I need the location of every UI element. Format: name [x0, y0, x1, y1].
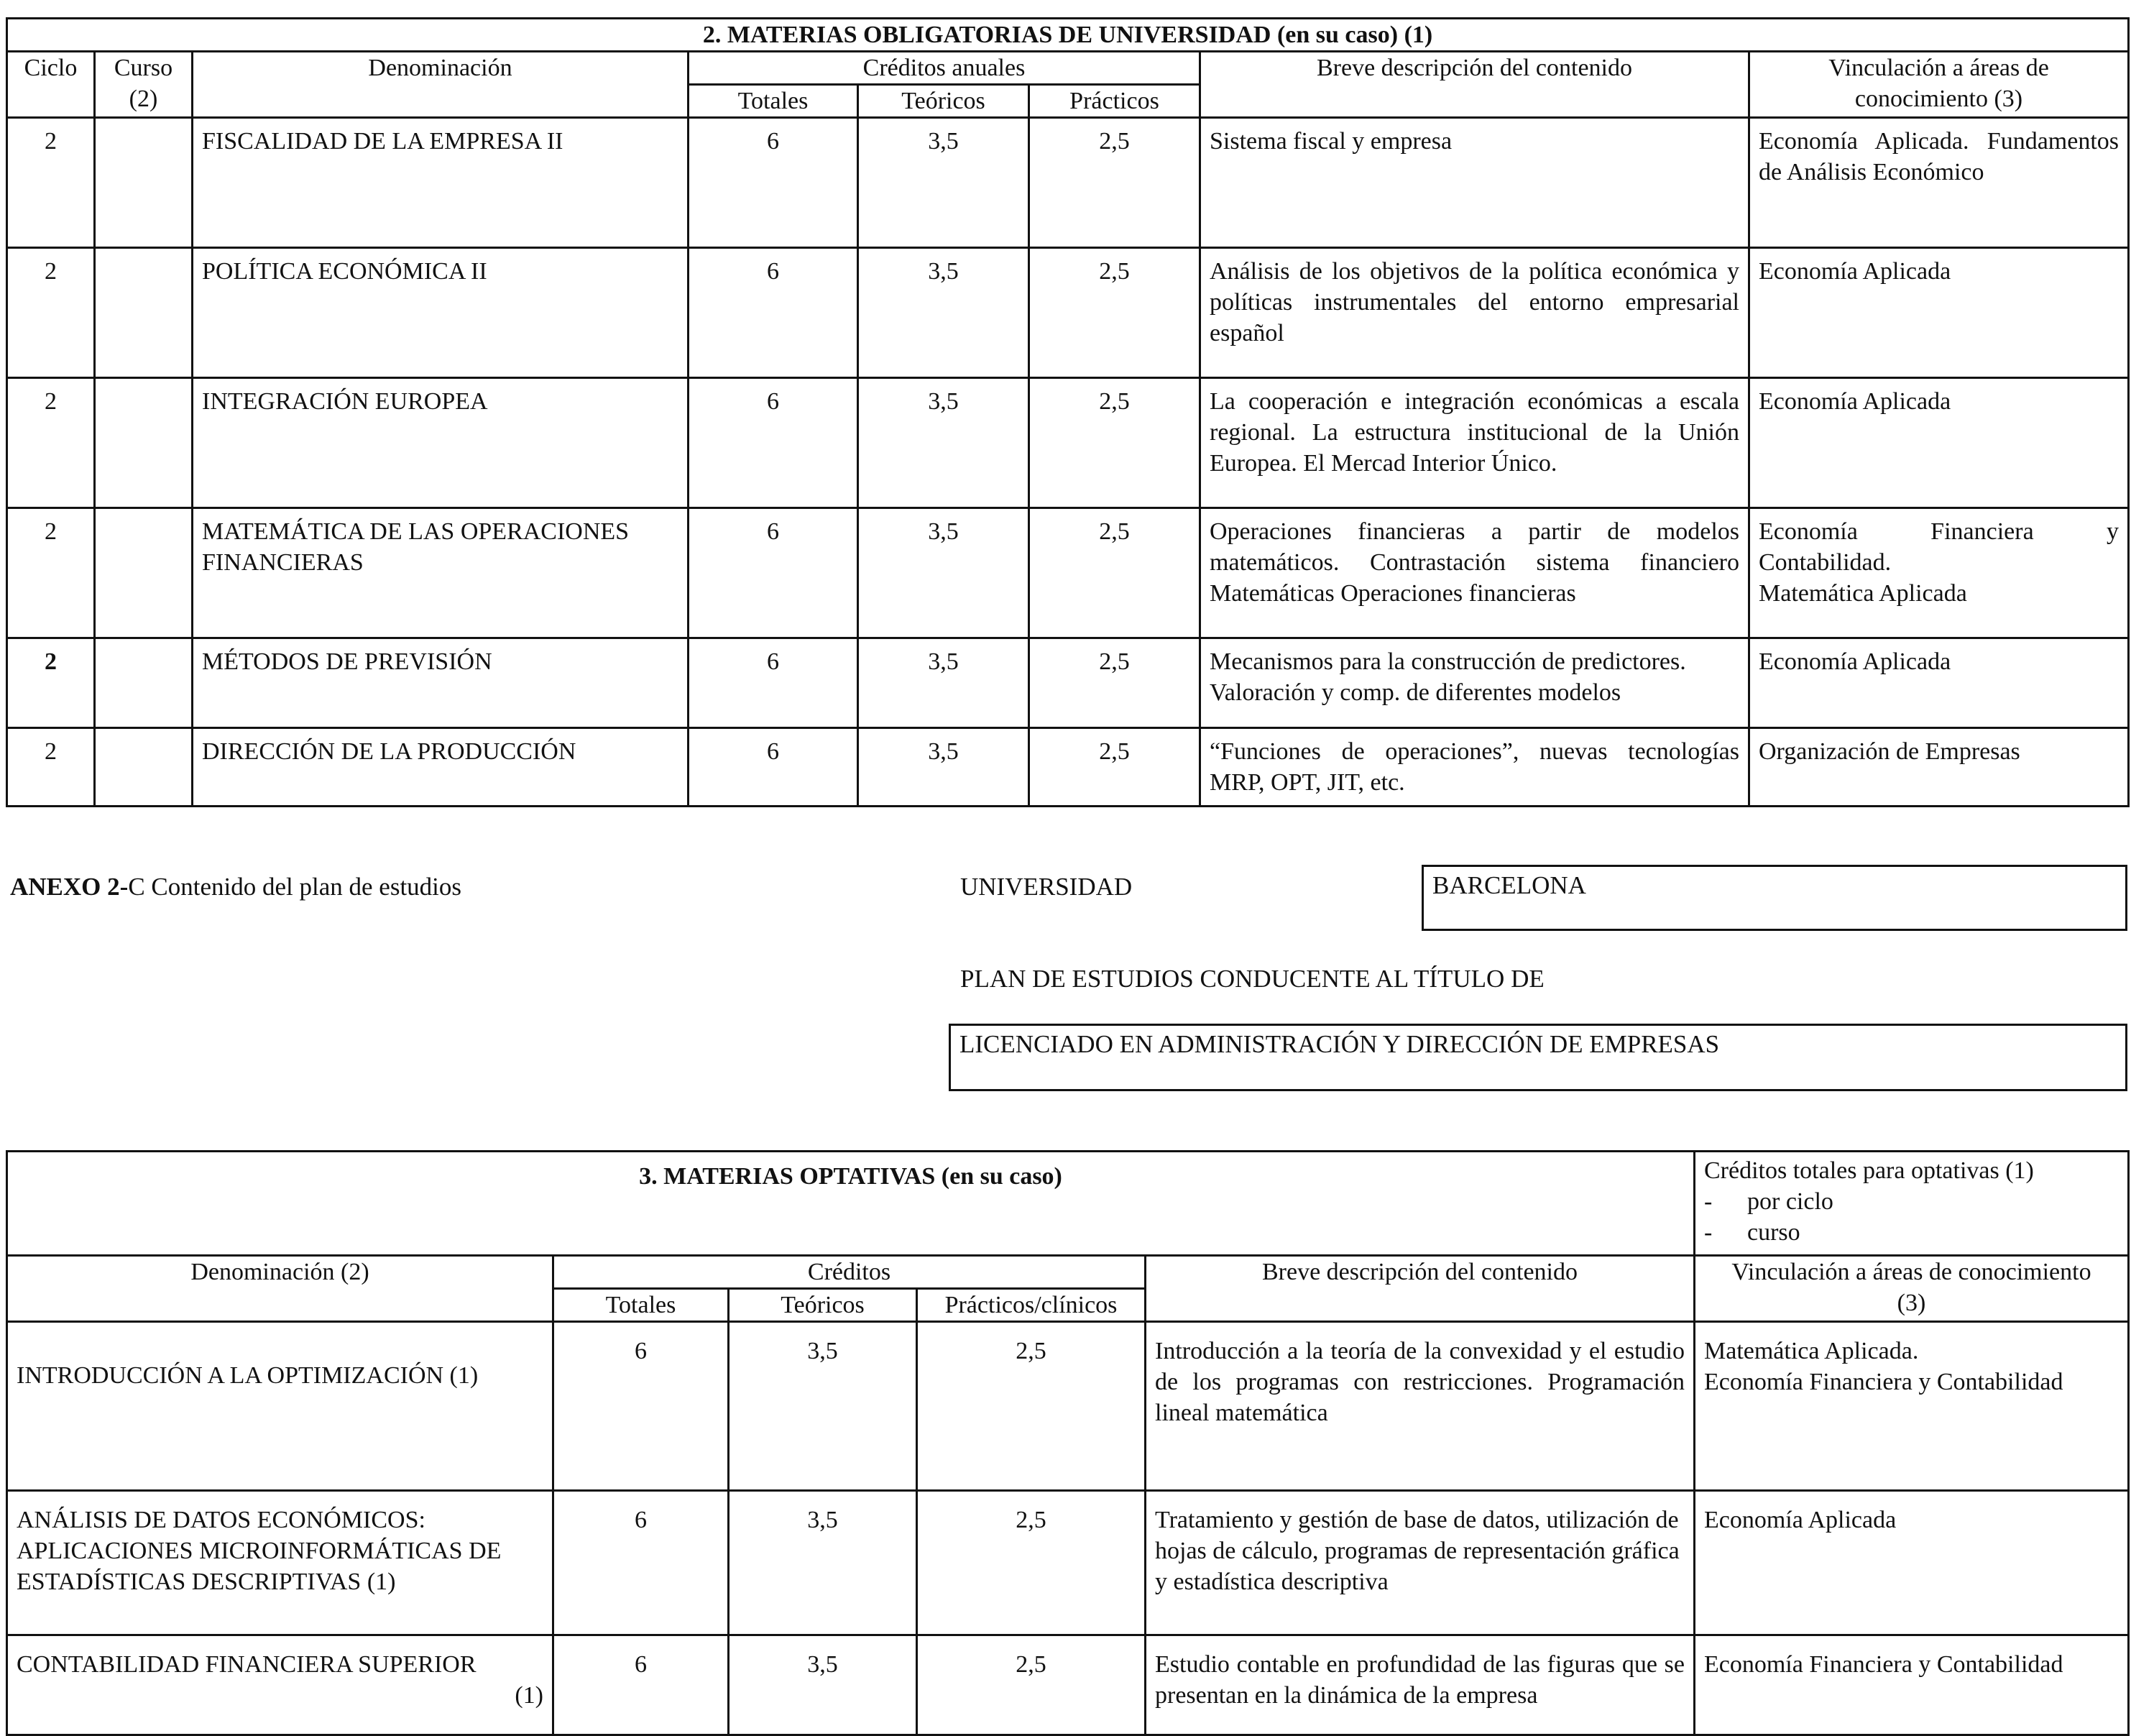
cell-vinculacion [1695, 1491, 2129, 1635]
table-row [7, 638, 2129, 728]
header-descripcion: Breve descripción del contenido [1146, 1256, 1695, 1322]
cell-vinculacion-line1: Economía Financiera y Contabilidad [1704, 1651, 2063, 1678]
header-curso [95, 52, 193, 118]
header-curso-note: (2) [129, 86, 158, 112]
cell-totales: 6 [689, 248, 858, 378]
cell-curso [95, 728, 193, 807]
cell-totales: 6 [689, 378, 858, 508]
header-totales: Totales [553, 1289, 729, 1322]
cell-practicos: 2,5 [1029, 508, 1200, 638]
cell-denominacion: POLÍTICA ECONÓMICA II [193, 248, 689, 378]
cell-totales: 6 [553, 1322, 729, 1491]
cell-vinculacion: Organización de Empresas [1749, 728, 2129, 807]
cell-denominacion: DIRECCIÓN DE LA PRODUCCIÓN [193, 728, 689, 807]
cell-ciclo: 2 [7, 378, 95, 508]
optativas-table [6, 1150, 2130, 1736]
table-row [7, 248, 2129, 378]
cell-teoricos: 3,5 [729, 1635, 917, 1735]
cell-curso [95, 378, 193, 508]
cell-ciclo: 2 [7, 118, 95, 248]
list-item [1704, 1217, 2119, 1248]
universidad-label: UNIVERSIDAD [960, 873, 1133, 901]
cell-descripcion: Estudio contable en profundidad de las figuras que se presentan en la dinámica de la empresa [1146, 1635, 1695, 1735]
cell-totales: 6 [689, 728, 858, 807]
cell-denominacion: INTRODUCCIÓN A LA OPTIMIZACIÓN (1) [7, 1322, 553, 1491]
header-vinculacion [1749, 52, 2129, 118]
plan-label: PLAN DE ESTUDIOS CONDUCENTE AL TÍTULO DE [960, 965, 1545, 993]
cell-ciclo: 2 [7, 508, 95, 638]
header-denominacion: Denominación (2) [7, 1256, 553, 1322]
header-vinculacion-line2: conocimiento (3) [1854, 86, 2023, 112]
header-totales: Totales [689, 85, 858, 118]
header-teoricos: Teóricos [858, 85, 1029, 118]
table-row [7, 118, 2129, 248]
cell-totales: 6 [689, 638, 858, 728]
cell-ciclo: 2 [7, 728, 95, 807]
cell-vinculacion [1749, 508, 2129, 638]
cell-denominacion: ANÁLISIS DE DATOS ECONÓMICOS: APLICACIONES MICROINFORMÁTICAS DE ESTADÍSTICAS DESCRIPTIVAS (1) [7, 1491, 553, 1635]
cell-vinculacion: Economía Aplicada [1749, 248, 2129, 378]
cell-vinculacion [1695, 1322, 2129, 1491]
list-item [1704, 1186, 2119, 1217]
header-denominacion: Denominación [193, 52, 689, 118]
header-vinculacion-line2: (3) [1897, 1290, 1926, 1316]
cell-practicos: 2,5 [917, 1491, 1146, 1635]
cell-ciclo: 2 [7, 248, 95, 378]
cell-descripcion: Análisis de los objetivos de la política económica y políticas instrumentales del entorno empresarial español [1200, 248, 1749, 378]
cell-teoricos: 3,5 [729, 1491, 917, 1635]
cell-teoricos: 3,5 [729, 1322, 917, 1491]
header-vinculacion [1695, 1256, 2129, 1322]
cell-practicos: 2,5 [1029, 118, 1200, 248]
cell-totales: 6 [689, 508, 858, 638]
curso-label: curso [1747, 1219, 1800, 1246]
cell-denominacion: INTEGRACIÓN EUROPEA [193, 378, 689, 508]
cell-descripcion: “Funciones de operaciones”, nuevas tecnologías MRP, OPT, JIT, etc. [1200, 728, 1749, 807]
anexo-heading-rest: C Contenido del plan de estudios [128, 873, 462, 901]
cell-descripcion: Operaciones financieras a partir de modelos matemáticos. Contrastación sistema financiero Matemáticas Operaciones financieras [1200, 508, 1749, 638]
cell-vinculacion-line1: Matemática Aplicada. [1704, 1338, 1919, 1364]
cell-vinculacion-line2: Economía Financiera y Contabilidad [1704, 1369, 2063, 1395]
cell-teoricos: 3,5 [858, 728, 1029, 807]
section3-title: 3. MATERIAS OPTATIVAS (en su caso) [7, 1152, 1695, 1256]
cell-denominacion: MATEMÁTICA DE LAS OPERACIONES FINANCIERAS [193, 508, 689, 638]
cell-vinculacion-line1: Economía Aplicada [1704, 1507, 1897, 1533]
table-row [7, 378, 2129, 508]
creditos-totales-optativas [1695, 1152, 2129, 1256]
header-teoricos: Teóricos [729, 1289, 917, 1322]
cell-teoricos: 3,5 [858, 378, 1029, 508]
cell-ciclo: 2 [7, 638, 95, 728]
cell-descripcion: Sistema fiscal y empresa [1200, 118, 1749, 248]
cell-practicos: 2,5 [1029, 378, 1200, 508]
header-practicos: Prácticos [1029, 85, 1200, 118]
cell-descripcion: La cooperación e integración económicas a escala regional. La estructura institucional de la Unión Europea. El Mercad Interior Único. [1200, 378, 1749, 508]
obligatorias-table [6, 17, 2130, 807]
cell-descripcion: Introducción a la teoría de la convexidad y el estudio de los programas con restricciones. Programación lineal matemática [1146, 1322, 1695, 1491]
cell-teoricos: 3,5 [858, 118, 1029, 248]
anexo-heading-bold: ANEXO 2- [10, 873, 129, 901]
cell-descripcion: Mecanismos para la construcción de predictores. Valoración y comp. de diferentes modelos [1200, 638, 1749, 728]
cell-curso [95, 118, 193, 248]
cell-curso [95, 508, 193, 638]
cell-curso [95, 638, 193, 728]
anexo-heading [10, 873, 461, 901]
table-row [7, 1322, 2129, 1491]
cell-practicos: 2,5 [1029, 248, 1200, 378]
cell-vinculacion: Economía Aplicada [1749, 638, 2129, 728]
cell-denominacion: MÉTODOS DE PREVISIÓN [193, 638, 689, 728]
cell-vinculacion: Economía Aplicada. Fundamentos de Análisis Económico [1749, 118, 2129, 248]
header-creditos-anuales: Créditos anuales [689, 52, 1200, 85]
cell-denominacion-text: CONTABILIDAD FINANCIERA SUPERIOR [17, 1651, 477, 1678]
header-vinculacion-line1: Vinculación a áreas de conocimiento [1731, 1259, 2091, 1285]
cell-totales: 6 [689, 118, 858, 248]
header-creditos: Créditos [553, 1256, 1146, 1289]
cell-teoricos: 3,5 [858, 638, 1029, 728]
cell-vinculacion-line2: Matemática Aplicada [1759, 580, 1967, 607]
cell-denominacion-note: (1) [515, 1682, 543, 1709]
header-ciclo: Ciclo [7, 52, 95, 118]
cell-teoricos: 3,5 [858, 248, 1029, 378]
universidad-field: BARCELONA [1422, 865, 2127, 931]
table-row [7, 508, 2129, 638]
cell-descripcion: Tratamiento y gestión de base de datos, utilización de hojas de cálculo, programas de representación gráfica y estadística descriptiva [1146, 1491, 1695, 1635]
cell-totales: 6 [553, 1491, 729, 1635]
table-row [7, 1635, 2129, 1735]
cell-vinculacion: Economía Aplicada [1749, 378, 2129, 508]
table-row [7, 1491, 2129, 1635]
cell-practicos: 2,5 [1029, 728, 1200, 807]
dash-marker: - [1704, 1219, 1713, 1246]
table-row [7, 728, 2129, 807]
cell-practicos: 2,5 [1029, 638, 1200, 728]
cell-teoricos: 3,5 [858, 508, 1029, 638]
creditos-totales-label: Créditos totales para optativas (1) [1704, 1157, 2034, 1184]
section2-title: 2. MATERIAS OBLIGATORIAS DE UNIVERSIDAD (en su caso) (1) [7, 19, 2129, 52]
header-practicos: Prácticos/clínicos [917, 1289, 1146, 1322]
creditos-totales-list [1704, 1186, 2119, 1248]
cell-curso [95, 248, 193, 378]
cell-vinculacion [1695, 1635, 2129, 1735]
header-curso-label: Curso [114, 55, 173, 81]
cell-practicos: 2,5 [917, 1322, 1146, 1491]
cell-totales: 6 [553, 1635, 729, 1735]
cell-denominacion [7, 1635, 553, 1735]
dash-marker: - [1704, 1188, 1713, 1215]
cell-denominacion: FISCALIDAD DE LA EMPRESA II [193, 118, 689, 248]
cell-practicos: 2,5 [917, 1635, 1146, 1735]
header-vinculacion-line1: Vinculación a áreas de [1828, 55, 2049, 81]
titulo-field: LICENCIADO EN ADMINISTRACIÓN Y DIRECCIÓN DE EMPRESAS [949, 1024, 2127, 1091]
header-descripcion: Breve descripción del contenido [1200, 52, 1749, 118]
cell-vinculacion-line1: Economía Financiera y Contabilidad. [1759, 518, 2120, 576]
por-ciclo-label: por ciclo [1747, 1188, 1833, 1215]
